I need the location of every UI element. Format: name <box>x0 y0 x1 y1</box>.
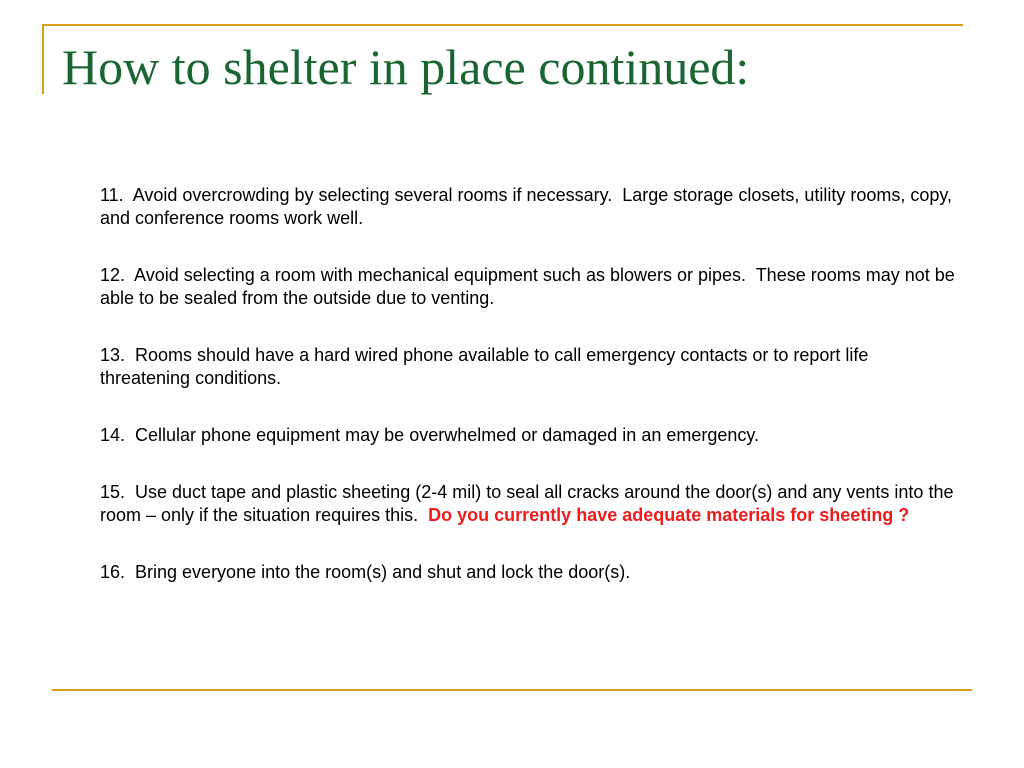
list-item-14 <box>100 424 960 447</box>
frame-bottom-rule <box>52 689 972 691</box>
item-text: 14. Cellular phone equipment may be overwhelmed or damaged in an emergency. <box>100 425 760 445</box>
item-text: 15. Use duct tape and plastic sheeting (2-4 mil) to seal all cracks around the door(s) and any vents into the room – only if the situation requires this. <box>100 482 959 525</box>
item-text: 11. Avoid overcrowding by selecting several rooms if necessary. Large storage closets, utility rooms, copy, and conference rooms work well. <box>100 185 958 228</box>
list-item-12 <box>100 264 960 310</box>
list-item-16 <box>100 561 960 584</box>
frame-top-rule <box>42 24 963 26</box>
list-item-11 <box>100 184 960 230</box>
list-item-15 <box>100 481 960 527</box>
list-item-13 <box>100 344 960 390</box>
highlight-question: Do you currently have adequate materials for sheeting ? <box>428 505 910 525</box>
item-text: 16. Bring everyone into the room(s) and shut and lock the door(s). <box>100 562 631 582</box>
slide-body <box>100 184 960 618</box>
item-text: 12. Avoid selecting a room with mechanical equipment such as blowers or pipes. These rooms may not be able to be sealed from the outside due to venting. <box>100 265 960 308</box>
frame-left-rule <box>42 24 44 94</box>
slide-title: How to shelter in place continued: <box>62 39 750 95</box>
item-text: 13. Rooms should have a hard wired phone available to call emergency contacts or to report life threatening conditions. <box>100 345 874 388</box>
